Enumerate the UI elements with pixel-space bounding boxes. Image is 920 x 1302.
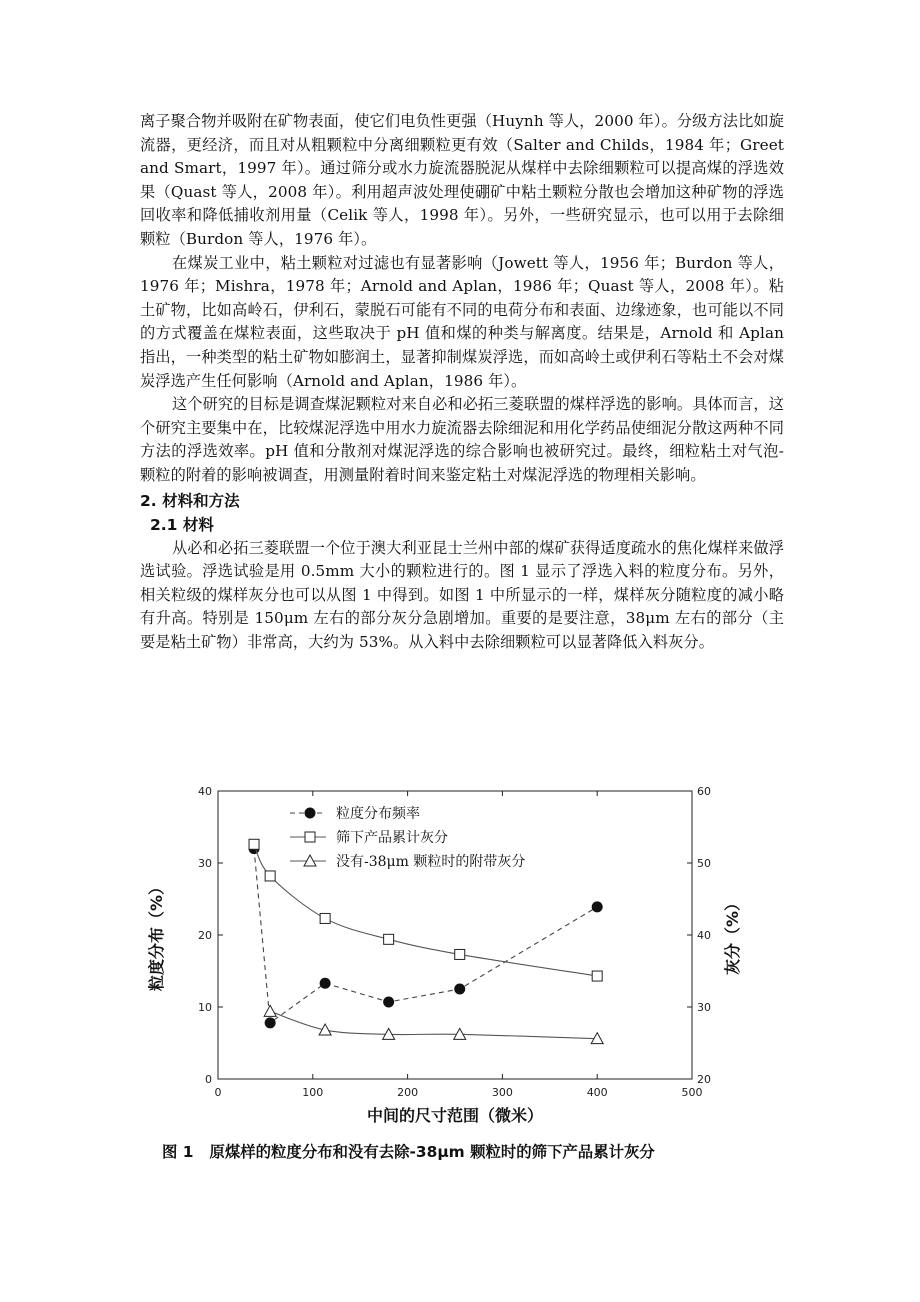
- legend-label: 没有-38μm 颗粒时的附带灰分: [336, 854, 526, 870]
- point-size-distribution: [592, 901, 603, 912]
- x-axis-title: 中间的尺寸范围（微米）: [366, 1106, 544, 1125]
- y-right-tick-label: 60: [697, 785, 711, 798]
- point-ash-without-fines: [264, 1005, 276, 1016]
- point-cumulative-ash: [249, 839, 259, 849]
- section-heading: 2. 材料和方法: [140, 491, 240, 510]
- y-left-tick-label: 40: [198, 785, 212, 798]
- legend-marker-circle: [305, 808, 316, 819]
- legend-label: 粒度分布频率: [336, 806, 420, 822]
- figure-caption-text: 原煤样的粒度分布和没有去除-38μm 颗粒时的筛下产品累计灰分: [209, 1143, 655, 1161]
- x-tick-label: 400: [586, 1086, 608, 1099]
- point-size-distribution: [383, 996, 394, 1007]
- point-size-distribution: [265, 1017, 276, 1028]
- plot-frame: [218, 791, 692, 1079]
- point-cumulative-ash: [592, 971, 602, 981]
- y-left-tick-label: 10: [198, 1001, 212, 1014]
- y-right-tick-label: 20: [697, 1073, 711, 1086]
- point-cumulative-ash: [320, 913, 330, 923]
- point-size-distribution: [454, 984, 465, 995]
- y-left-axis-title: 粒度分布（%）: [147, 878, 166, 992]
- y-right-tick-label: 30: [697, 1001, 711, 1014]
- point-size-distribution: [320, 978, 331, 989]
- x-tick-label: 500: [681, 1086, 703, 1099]
- series-line-size-distribution: [254, 849, 597, 1023]
- x-tick-label: 100: [302, 1086, 324, 1099]
- paragraph-objective: 这个研究的目标是调查煤泥颗粒对来自必和必拓三菱联盟的煤样浮选的影响。具体而言，这个研究主要集中在，比较煤泥浮选中用水力旋流器去除细泥和用化学药品使细泥分散这两种不同方法的浮选效率。pH 值和分散剂对煤泥浮选的综合影响也被研究过。最终，细粒粘土对气泡-颗粒的附着的影响被调查，用测量附着时间来鉴定粘土对煤泥浮选的物理相关影响。: [140, 395, 784, 484]
- y-left-tick-label: 20: [198, 929, 212, 942]
- point-cumulative-ash: [384, 934, 394, 944]
- figure-1-chart: [140, 776, 780, 1136]
- x-tick-label: 200: [397, 1086, 419, 1099]
- x-tick-label: 300: [491, 1086, 513, 1099]
- article-body: [140, 110, 784, 654]
- paragraph-intro: 离子聚合物并吸附在矿物表面，使它们电负性更强（Huynh 等人，2000 年）。分级方法比如旋流器，更经济，而且对从粗颗粒中分离细颗粒更有效（Salter and Childs，1984 年；Greet and Smart，1997 年）。通过筛分或水力旋流器脱泥从煤样中去除细颗粒可以提高煤的浮选效果（Quast 等人，2008 年）。利用超声波处理使硼矿中粘土颗粒分散也会增加这种矿物的浮选回收率和降低捕收剂用量（Celik 等人，1998 年）。另外，一些研究显示，也可以用于去除细颗粒（Burdon 等人，1976 年）。: [140, 112, 784, 248]
- figure-caption: [162, 1140, 655, 1162]
- legend-label: 筛下产品累计灰分: [336, 830, 448, 846]
- figure-caption-number: 图 1: [162, 1143, 194, 1161]
- y-left-tick-label: 0: [205, 1073, 212, 1086]
- y-left-tick-label: 30: [198, 857, 212, 870]
- y-right-tick-label: 40: [697, 929, 711, 942]
- point-cumulative-ash: [265, 871, 275, 881]
- x-tick-label: 0: [214, 1086, 222, 1099]
- subsection-heading: 2.1 材料: [150, 515, 214, 534]
- legend-marker-square: [305, 832, 315, 842]
- y-right-tick-label: 50: [697, 857, 711, 870]
- paragraph-materials: 从必和必拓三菱联盟一个位于澳大利亚昆士兰州中部的煤矿获得适度疏水的焦化煤样来做浮选试验。浮选试验是用 0.5mm 大小的颗粒进行的。图 1 显示了浮选入料的粒度分布。另外，相关粒级的煤样灰分也可以从图 1 中得到。如图 1 中所显示的一样，煤样灰分随粒度的减小略有升高。特别是 150μm 左右的部分灰分急剧增加。重要的是要注意，38μm 左右的部分（主要是粘土矿物）非常高，大约为 53%。从入料中去除细颗粒可以显著降低入料灰分。: [140, 538, 784, 651]
- y-right-axis-title: 灰分（%）: [723, 894, 742, 976]
- chart-svg: [140, 776, 780, 1136]
- point-cumulative-ash: [455, 949, 465, 959]
- paragraph-clay-filtration: 在煤炭工业中，粘土颗粒对过滤也有显著影响（Jowett 等人，1956 年；Burdon 等人，1976 年；Mishra，1978 年；Arnold and Aplan，1986 年；Quast 等人，2008 年）。粘土矿物，比如高岭石，伊利石，蒙脱石可能有不同的电荷分布和表面、边缘迹象，也可能以不同的方式覆盖在煤粒表面，这些取决于 pH 值和煤的种类与解离度。结果是，Arnold 和 Aplan 指出，一种类型的粘土矿物如膨润土，显著抑制煤炭浮选，而如高岭土或伊利石等粘土不会对煤炭浮选产生任何影响（Arnold and Aplan，1986 年）。: [140, 253, 784, 390]
